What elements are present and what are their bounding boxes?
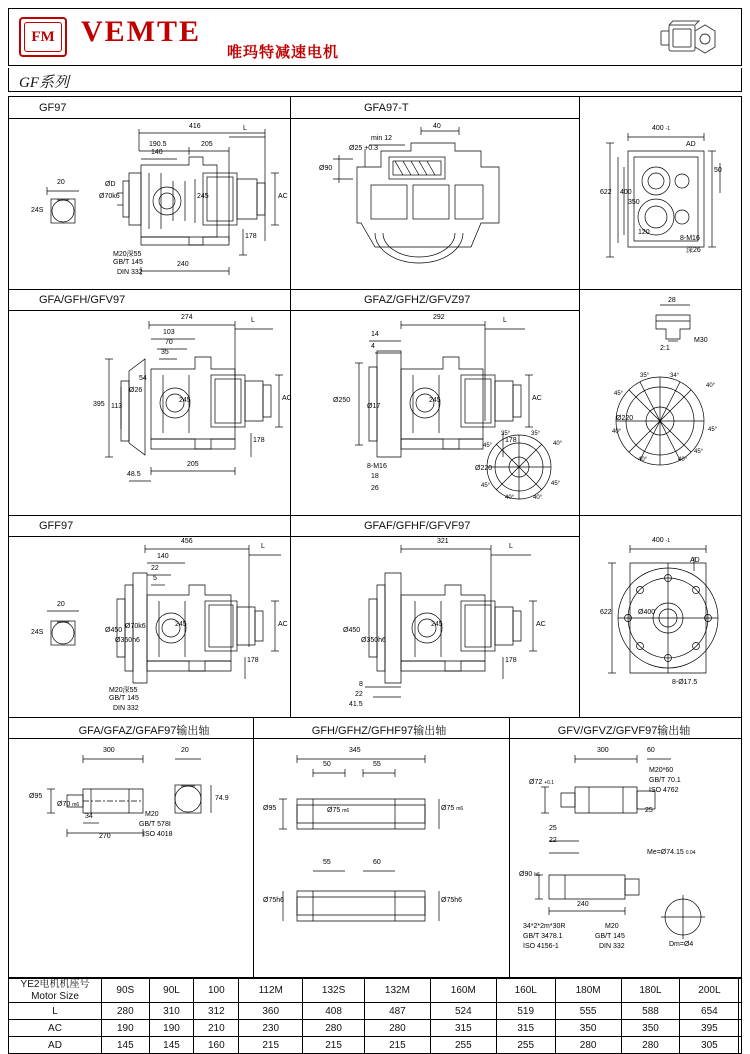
section-title-gff97: GFF97 [39,520,74,532]
cell: 190 [149,1020,194,1037]
section-title-out-gfa: GFA/GFAZ/GFAF97输出轴 [78,725,210,737]
size-cell: 100 [194,979,239,1003]
cell: 215 [239,1037,303,1054]
cell: 230 [239,1020,303,1037]
cell: 190 [102,1020,150,1037]
cell: 255 [430,1037,496,1054]
motor-size-table [8,978,742,1054]
divider [290,515,291,717]
drawing-gfaf: 321 L AC 245 Ø450 Ø350h6 178 8 22 41.5 [343,538,546,708]
brand-name: VEMTE [81,15,202,48]
section-title-gfa97t: GFA97-T [364,102,409,114]
divider [9,118,579,119]
cell: 487 [364,1003,430,1020]
cell: 215 [364,1037,430,1054]
cell: 305 [680,1037,739,1054]
divider [290,97,291,289]
section-title-gfaz: GFAZ/GFHZ/GFVZ97 [364,294,471,306]
company-logo [19,17,67,57]
size-cell: 180M [555,979,621,1003]
cell: 350 [621,1020,680,1037]
divider [579,97,580,717]
section-title-out-gfv: GFV/GFVZ/GFVF97输出轴 [557,725,691,737]
drawing-out-gfa: 300 20 Ø95 Ø70 m6 34 270 M20 GB/T 578I ISO 4018 74.9 [29,747,229,840]
drawing-flange-r3: 400 -1 AD 622 Ø400 8-Ø17.5 [594,537,734,713]
divider [9,738,741,739]
size-cell: 90L [149,979,194,1003]
cell: 350 [555,1020,621,1037]
drawing-gff97: 456 L 140 22 5 AC 245 20 24S Ø450 Ø350h6 Ø70k6 178 M20深55 GB/T 145 DIN 332 [31,538,288,712]
section-title-gf97: GF97 [39,102,67,114]
cell: 280 [102,1003,150,1020]
size-cell: 90S [102,979,150,1003]
cell: 215 [303,1037,365,1054]
divider [9,515,741,516]
cell: 524 [430,1003,496,1020]
divider [9,289,741,290]
drawings-frame [8,96,742,978]
divider [509,717,510,979]
cell: 145 [149,1037,194,1054]
drawing-gfaz: 292 L 14 4 AC Ø250 Ø17 245 178 Ø220 8-M16 18 26 35° 35° 40° 45° 45° 45° 40° 40° [333,314,563,501]
cell: 145 [102,1037,150,1054]
cell: 280 [364,1020,430,1037]
drawing-gfa-gfh-gfv97: 274 L 103 70 35 AC 395 113 Ø26 54 245 178 205 48.5 [93,314,292,478]
cell: 588 [621,1003,680,1020]
row-label: L [9,1003,102,1020]
drawing-flange-r1: 400 -1 AD 50 400 350 622 120 8-M16 深26 [600,125,722,254]
section-title-out-gfh: GFH/GFHZ/GFHF97输出轴 [311,725,447,737]
cell-empty [739,1020,742,1037]
size-cell: 132M [364,979,430,1003]
series-title: GF系列 [19,75,69,91]
cell-empty [739,1037,742,1054]
cell: 395 [680,1020,739,1037]
cell: 280 [621,1037,680,1054]
row-label: AC [9,1020,102,1037]
cell: 555 [555,1003,621,1020]
drawing-gfa97t: 40 min 12 Ø25 +0.3 Ø90 [309,123,559,283]
cell: 315 [430,1020,496,1037]
drawing-taper-flange: 28 2:1 M30 Ø220 35° 34° 40° 45° 45° 40° 40° 40° 45° [612,297,718,463]
divider [290,289,291,515]
cell: 310 [149,1003,194,1020]
brand-name-cn: 唯玛特减速电机 [227,44,340,61]
cell: 360 [239,1003,303,1020]
page-header [8,8,742,66]
size-cell: 132S [303,979,365,1003]
section-title-gfaf: GFAF/GFHF/GFVF97 [364,520,471,532]
series-title-bar [8,68,742,92]
cell-empty [739,1003,742,1020]
table-row [9,1020,742,1037]
gearbox-icon [657,17,727,59]
drawing-gf97: 416 190.5 205 L AC 140 ØD Ø70k6 245 178 240 24S 20 M20深55 GB/T 145 DIN 332 [31,123,288,276]
cell: 315 [496,1020,555,1037]
cell: 280 [303,1020,365,1037]
cell: 255 [496,1037,555,1054]
size-cell: 180L [621,979,680,1003]
divider [9,717,741,718]
cell: 312 [194,1003,239,1020]
table-header-label [9,979,102,1003]
cell: 408 [303,1003,365,1020]
table-header-row [9,979,742,1003]
table-header-cn: YE2电机机座号 [20,979,90,990]
table-header-en: Motor Size [31,990,79,1002]
size-cell: 160L [496,979,555,1003]
divider [579,287,580,289]
cell: 519 [496,1003,555,1020]
table-row [9,1037,742,1054]
cell: 654 [680,1003,739,1020]
row-label: AD [9,1037,102,1054]
drawing-out-gfh: 345 50 55 Ø95 Ø75 m6 Ø75 m6 55 60 Ø75h6 Ø75h6 [263,745,499,965]
size-cell: 160M [430,979,496,1003]
cell: 210 [194,1020,239,1037]
drawing-out-gfv: 300 60 Ø72 +0.1 M20*60 GB/T 70.1 ISO 4762 25 25 22 Ø90 h6 240 Me=Ø74.15 0.04 34*2*2m*30R GB/T 3478.1 ISO 4156-1 M20 GB/T 145 DIN 332 Dm=Ø4 [519,745,733,965]
size-cell-empty [739,979,742,1003]
divider [253,717,254,979]
cell: 160 [194,1037,239,1054]
logo-text: FM [24,22,62,52]
cell: 280 [555,1037,621,1054]
section-title-gfa-gfh-gfv97: GFA/GFH/GFV97 [39,294,126,306]
table-row [9,1003,742,1020]
size-cell: 200L [680,979,739,1003]
size-cell: 112M [239,979,303,1003]
